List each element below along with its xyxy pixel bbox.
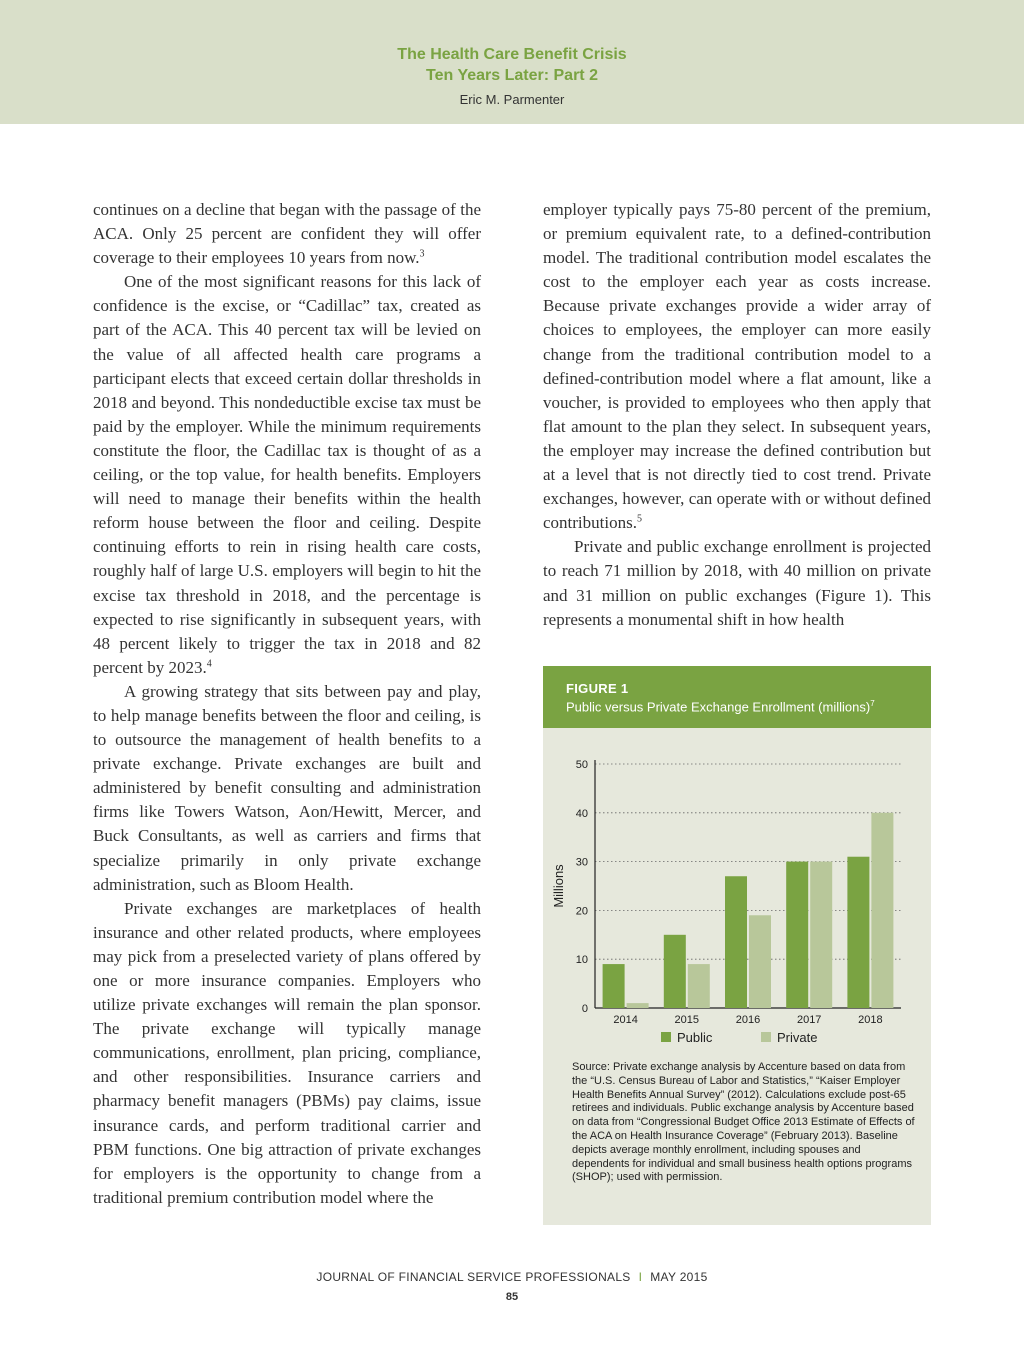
right-column <box>543 198 931 632</box>
footer-separator: I <box>638 1270 643 1284</box>
y-tick-label: 40 <box>575 807 588 820</box>
bar-private-2018 <box>871 813 893 1008</box>
bar-public-2016 <box>725 876 747 1008</box>
figure-label: FIGURE 1 <box>566 681 629 696</box>
page-header <box>0 0 1024 124</box>
footnote-ref: 7 <box>870 699 875 708</box>
x-tick-label: 2016 <box>735 1014 761 1026</box>
bar-public-2018 <box>847 857 869 1008</box>
legend-label-public: Public <box>677 1030 713 1045</box>
footnote-ref: 5 <box>636 513 642 525</box>
y-tick-label: 50 <box>575 759 588 771</box>
page-footer <box>0 1270 1024 1284</box>
right-paragraph-1: employer typically pays 75-80 percent of the premium, or premium equivalent rate, to a defined-contribution model. The traditional contribution model escalates the cost to the employer each year as costs increase. Because private exchanges provide a wider array of choices to employees, the employer can more easily change from the traditional contribution model to a defined-contribution model where a flat amount, like a voucher, is provided to employees who then apply that flat amount to the plan they select. In subsequent years, the employer may increase the defined contribution but at a level that is not directly tied to cost trend. Private exchanges, however, can operate with or without defined contributions.$^5$ <box>543 200 931 533</box>
bar-public-2015 <box>664 935 686 1008</box>
footnote-ref: 4 <box>206 658 212 670</box>
x-tick-label: 2015 <box>674 1014 700 1026</box>
left-paragraph-4: Private exchanges are marketplaces of health insurance and other related products, where employees may pick from a preselected variety of plans offered by one or more insurance companies. Employers who utilize private exchanges will remain the plan sponsor. The private exchange will typically manage communications, enrollment, plan pricing, compliance, and other responsibilities. Insurance carriers and pharmacy benefit managers (PBMs) pay claims, issue insurance cards, and perform traditional carrier and PBM functions. One big attraction of private exchanges for employers is the opportunity to change from a traditional premium contribution model where the <box>93 898 481 1207</box>
y-tick-label: 30 <box>575 856 588 869</box>
left-paragraph-2: One of the most significant reasons for this lack of confidence is the excise, or “Cadillac” tax, created as part of the ACA. This 40 percent tax will be levied on the value of all affected health care programs a participant elects that exceed certain dollar thresholds in 2018 and beyond. This nondeductible excise tax must be paid by the employer. While the minimum requirements constitute the floor, the Cadillac tax is thought of as a ceiling, or the top value, for health benefits. Employers will need to manage their benefits within the health reform house between the floor and ceiling. Despite continuing efforts to rein in rising health care costs, roughly half of large U.S. employers will begin to hit the excise tax threshold in 2018, and the percentage is expected to rise significantly in subsequent years, with 48 percent likely to trigger the tax in 2018 and 82 percent by 2023.$^4$ <box>93 272 481 677</box>
article-title-line1: The Health Care Benefit Crisis <box>397 46 627 63</box>
legend-label-private: Private <box>777 1030 818 1045</box>
bar-public-2017 <box>786 862 808 1008</box>
x-tick-label: 2017 <box>796 1014 822 1026</box>
bar-private-2015 <box>688 964 710 1008</box>
legend-swatch-private <box>761 1032 771 1042</box>
y-tick-label: 10 <box>575 954 588 967</box>
page-number: 85 <box>505 1291 519 1303</box>
issue-date: MAY 2015 <box>650 1270 708 1284</box>
legend-swatch-public <box>661 1032 671 1042</box>
y-axis-title: Millions <box>551 864 566 908</box>
article-title-line2: Ten Years Later: Part 2 <box>426 67 598 84</box>
bar-private-2017 <box>810 862 832 1008</box>
journal-name: JOURNAL OF FINANCIAL SERVICE PROFESSIONALS <box>316 1270 631 1284</box>
figure-1 <box>543 666 931 1225</box>
enrollment-bar-chart <box>543 728 931 1060</box>
right-paragraph-2: Private and public exchange enrollment is projected to reach 71 million by 2018, with 40 million on private and 31 million on public exchanges (Figure 1). This represents a monumental shift in how health <box>543 537 931 629</box>
left-paragraph-3: A growing strategy that sits between pay and play, to help manage benefits between the floor and ceiling, is to outsource the management of health benefits to a private exchange. Private exchanges are built and administered by benefit consulting and administration firms like Towers Watson, Aon/Hewitt, Mercer, and Buck Consultants, as well as carriers and firms that specialize primarily in only private exchange administration, such as Bloom Health. <box>93 681 481 894</box>
x-tick-label: 2018 <box>858 1014 883 1026</box>
footnote-ref: 3 <box>419 248 425 260</box>
left-paragraph-1: continues on a decline that began with the passage of the ACA. Only 25 percent are confident they will offer coverage to their employees 10 years from now.$^3$ <box>93 200 481 268</box>
bar-private-2014 <box>627 1003 649 1008</box>
figure-header <box>543 666 931 728</box>
y-tick-label: 20 <box>575 905 588 918</box>
bar-public-2014 <box>603 964 625 1008</box>
figure-source-note: Source: Private exchange analysis by Accenture based on data from the “U.S. Census Bureau of Labor and Statistics,” “Kaiser Employer Health Benefits Annual Survey” (2012). Calculations exclude post-65 retirees and individuals. Public exchange analysis by Accenture based on data from “Congressional Budget Office 2013 Estimate of Effects of the ACA on Health Insurance Coverage” (February 2013). Baseline depicts average monthly enrollment, including spouses and dependents for individual and small business health options programs (SHOP); used with permission. <box>572 1061 915 1184</box>
x-tick-label: 2014 <box>613 1014 638 1026</box>
left-column <box>93 198 481 1210</box>
y-tick-label: 0 <box>581 1003 588 1015</box>
author-name: Eric M. Parmenter <box>459 92 565 107</box>
bar-private-2016 <box>749 915 771 1008</box>
figure-title: Public versus Private Exchange Enrollment (millions)$^7$ <box>566 699 875 715</box>
